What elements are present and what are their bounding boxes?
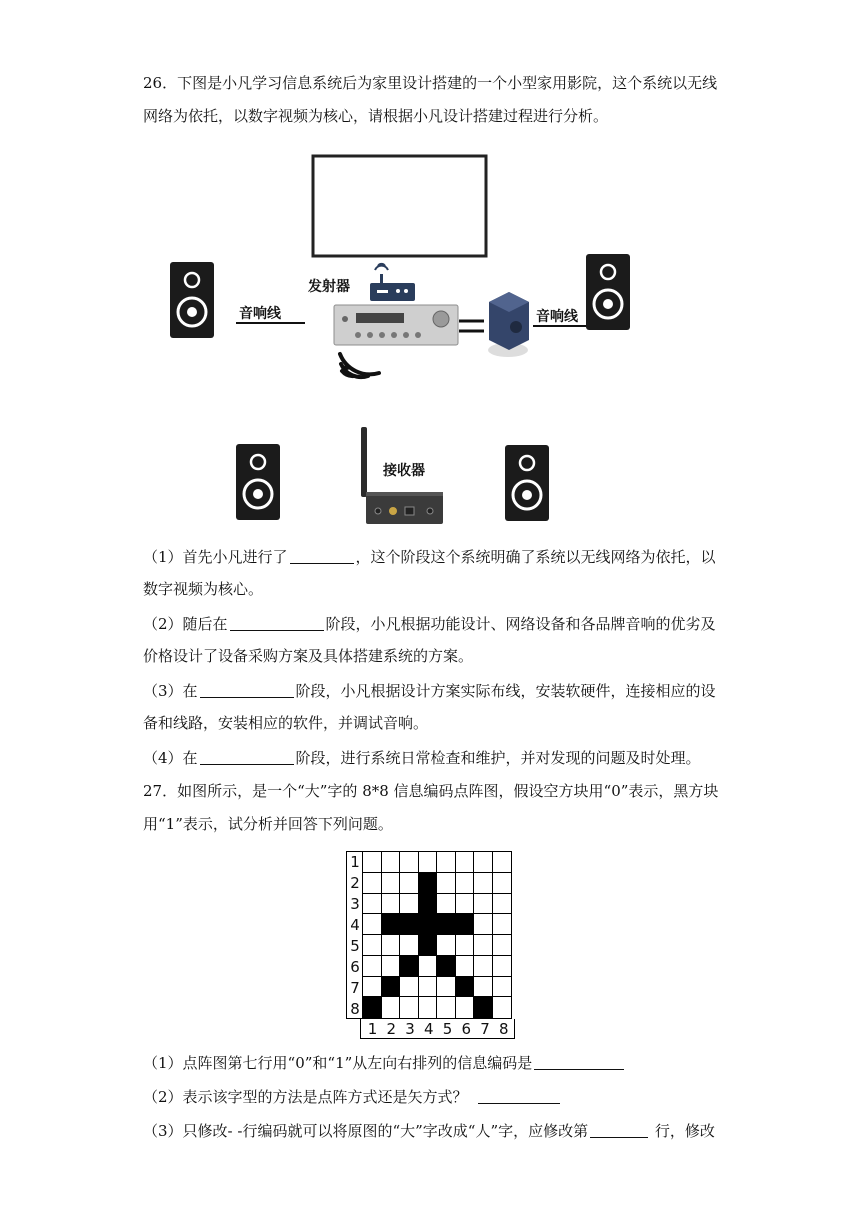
matrix-cell: [493, 997, 512, 1018]
matrix-cell: [382, 935, 401, 956]
q27-intro-line2: 用“1”表示，试分析并回答下列问题。: [143, 815, 393, 833]
matrix-cell: [419, 977, 438, 998]
speaker-icon-bottom-right: [505, 445, 549, 521]
label-receiver: 接收器: [383, 463, 425, 479]
matrix-cell: [419, 956, 438, 977]
matrix-cell: [419, 997, 438, 1018]
speaker-icon-top-right: [586, 254, 630, 330]
label-audio-cable-left: 音响线: [239, 306, 281, 322]
matrix-cell: [493, 894, 512, 915]
answer-blank-5[interactable]: [534, 1055, 624, 1070]
matrix-row-label: 4: [350, 916, 360, 934]
matrix-cell: [363, 894, 382, 915]
matrix-col-label: 8: [498, 1020, 509, 1038]
matrix-cell: [456, 997, 475, 1018]
matrix-row-label: 7: [350, 979, 360, 997]
matrix-cell: [363, 873, 382, 894]
q26-part4-text-a: （4）在: [143, 749, 198, 767]
q26-part1-text-b: ，这个阶段这个系统明确了系统以无线网络为依托，以: [355, 548, 716, 566]
matrix-cell: [456, 873, 475, 894]
q27-part2-text: （2）表示该字型的方法是点阵方式还是矢方式？: [143, 1088, 468, 1106]
matrix-cell: [493, 956, 512, 977]
matrix-cell: [437, 997, 456, 1018]
q26-part4: [143, 750, 701, 766]
matrix-cell: [400, 935, 419, 956]
q27-part2: [143, 1089, 562, 1105]
matrix-cell: [493, 977, 512, 998]
matrix-cell: [456, 935, 475, 956]
matrix-cell: [437, 852, 456, 873]
label-transmitter: 发射器: [308, 279, 350, 295]
matrix-cell: [382, 873, 401, 894]
matrix-row-label: 3: [350, 895, 360, 913]
matrix-cell: [363, 935, 382, 956]
matrix-cell: [437, 935, 456, 956]
q27-part1-text: （1）点阵图第七行用“0”和“1”从左向右排列的信息编码是: [143, 1054, 533, 1072]
matrix-cell: [400, 997, 419, 1018]
matrix-cell: [382, 956, 401, 977]
q27-part3-text-b: 行，修改: [650, 1122, 715, 1140]
matrix-cell: [474, 852, 493, 873]
matrix-cell: [400, 873, 419, 894]
matrix-cell: [400, 956, 419, 977]
matrix-row-label: 1: [350, 853, 360, 871]
matrix-cell: [400, 852, 419, 873]
answer-blank-4[interactable]: [200, 750, 294, 765]
q26-part3-text-a: （3）在: [143, 682, 198, 700]
q26-part1-text-a: （1）首先小凡进行了: [143, 548, 288, 566]
q26-part3: [143, 683, 716, 699]
label-audio-cable-right: 音响线: [536, 309, 578, 325]
tv-icon: [313, 156, 486, 256]
q26-intro-line2: 网络为依托，以数字视频为核心，请根据小凡设计搭建过程进行分析。: [143, 107, 609, 125]
matrix-col-label: 6: [461, 1020, 472, 1038]
matrix-cell: [419, 894, 438, 915]
matrix-cell: [419, 914, 438, 935]
matrix-cell: [382, 894, 401, 915]
matrix-cell: [437, 956, 456, 977]
amplifier-icon: [334, 305, 458, 345]
matrix-col-label: 7: [480, 1020, 490, 1038]
matrix-cell: [382, 977, 401, 998]
speaker-icon-bottom-left: [236, 444, 280, 520]
q26-part3-text-b: 阶段，小凡根据设计方案实际布线，安装软硬件，连接相应的设: [295, 682, 716, 700]
home-theater-diagram: [0, 0, 860, 540]
q27-intro-line1: 27．如图所示，是一个“大”字的 8*8 信息编码点阵图，假设空方块用“0”表示，黑方块: [143, 782, 719, 800]
home-theater-figure: [0, 0, 860, 540]
matrix-cell: [363, 956, 382, 977]
matrix-cell: [456, 914, 475, 935]
matrix-col-label: 1: [367, 1020, 378, 1038]
matrix-cell: [456, 977, 475, 998]
matrix-cell: [363, 997, 382, 1018]
matrix-col-label: 5: [442, 1020, 453, 1038]
matrix-cell: [437, 914, 456, 935]
q27-part3: [143, 1123, 715, 1139]
matrix-cell: [474, 935, 493, 956]
answer-blank-3[interactable]: [200, 683, 294, 698]
matrix-cell: [493, 914, 512, 935]
matrix-cell: [382, 914, 401, 935]
matrix-cell: [474, 997, 493, 1018]
matrix-cell: [400, 894, 419, 915]
router-icon: [370, 264, 415, 301]
matrix-cell: [474, 873, 493, 894]
matrix-row-label: 5: [350, 937, 360, 955]
matrix-cell: [419, 873, 438, 894]
matrix-cell: [456, 956, 475, 977]
answer-blank-2[interactable]: [230, 616, 324, 631]
q26-intro-line1: 26．下图是小凡学习信息系统后为家里设计搭建的一个小型家用影院，这个系统以无线: [143, 74, 718, 92]
matrix-cell: [419, 852, 438, 873]
matrix-cell: [363, 914, 382, 935]
q26-part3-cont: 备和线路，安装相应的软件，并调试音响。: [143, 714, 429, 732]
matrix-row-label: 8: [350, 1000, 360, 1018]
answer-blank-7[interactable]: [590, 1123, 648, 1138]
matrix-cell: [382, 997, 401, 1018]
q26-part2-cont: 价格设计了设备采购方案及具体搭建系统的方案。: [143, 647, 474, 665]
answer-blank-1[interactable]: [290, 549, 354, 564]
answer-blank-6[interactable]: [478, 1089, 560, 1104]
q26-part2: [143, 616, 716, 632]
q27-part3-text-a: （3）只修改- -行编码就可以将原图的“大”字改成“人”字，应修改第: [143, 1122, 589, 1140]
matrix-cell: [437, 873, 456, 894]
matrix-cell: [456, 894, 475, 915]
q26-part1: [143, 549, 716, 565]
matrix-cell: [493, 873, 512, 894]
wireless-signal-icon: [340, 354, 379, 377]
matrix-cell: [419, 935, 438, 956]
q27-part1: [143, 1055, 626, 1071]
matrix-cell: [400, 914, 419, 935]
matrix-cell: [382, 852, 401, 873]
matrix-cell: [474, 914, 493, 935]
matrix-row-label: 6: [350, 958, 360, 976]
dot-matrix-grid: [362, 851, 512, 1019]
subwoofer-icon: [488, 292, 529, 357]
matrix-row-label: 2: [350, 874, 360, 892]
matrix-cell: [474, 977, 493, 998]
matrix-cell: [437, 977, 456, 998]
matrix-cell: [456, 852, 475, 873]
matrix-cell: [437, 894, 456, 915]
matrix-cell: [474, 956, 493, 977]
matrix-col-label: 4: [423, 1020, 434, 1038]
matrix-cell: [400, 977, 419, 998]
q26-part1-cont: 数字视频为核心。: [143, 580, 264, 598]
q26-part4-text-b: 阶段，进行系统日常检查和维护，并对发现的问题及时处理。: [295, 749, 701, 767]
matrix-cell: [363, 977, 382, 998]
speaker-icon-top-left: [170, 262, 214, 338]
matrix-col-label: 2: [386, 1020, 397, 1038]
matrix-cell: [493, 935, 512, 956]
matrix-col-label: 3: [405, 1020, 415, 1038]
matrix-cell: [363, 852, 382, 873]
q26-part2-text-b: 阶段，小凡根据功能设计、网络设备和各品牌音响的优劣及: [325, 615, 716, 633]
matrix-cell: [493, 852, 512, 873]
matrix-cell: [474, 894, 493, 915]
q26-part2-text-a: （2）随后在: [143, 615, 228, 633]
